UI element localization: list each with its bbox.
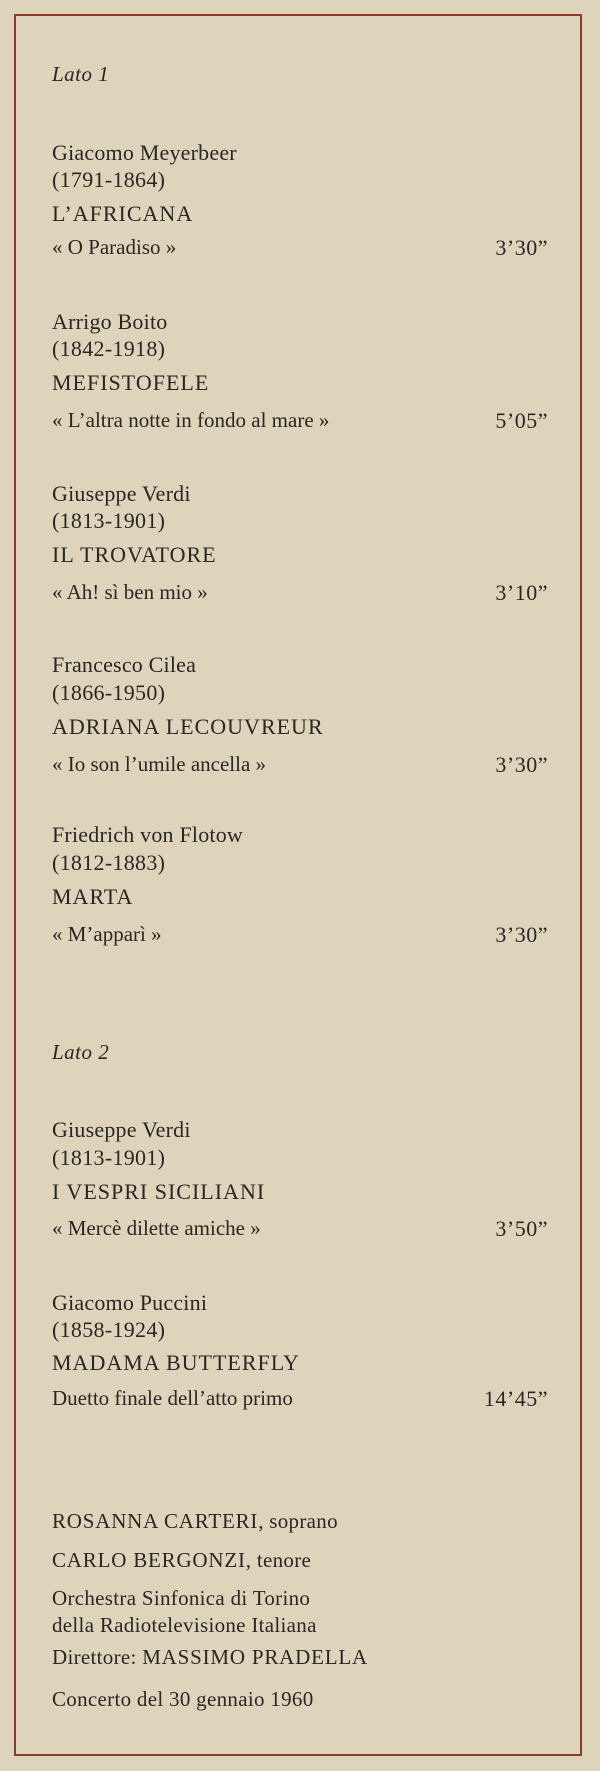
opera-title: I VESPRI SICILIANI (52, 1179, 266, 1204)
composer-name: Arrigo Boito (52, 309, 168, 334)
side-2-label: Lato 2 (52, 1040, 110, 1064)
conductor-name: MASSIMO PRADELLA (142, 1645, 368, 1669)
side-1-label: Lato 1 (52, 62, 110, 86)
conductor-credit (52, 1645, 368, 1670)
tenor-name: CARLO BERGONZI (52, 1548, 246, 1572)
composer-name: Giacomo Puccini (52, 1290, 208, 1315)
aria-title: « M’apparì » (52, 922, 162, 946)
composer-dates: (1812-1883) (52, 850, 166, 875)
aria-title: « Mercè dilette amiche » (52, 1216, 261, 1240)
composer-name: Friedrich von Flotow (52, 822, 243, 847)
opera-title: IL TROVATORE (52, 542, 217, 567)
track-duration: 14’45” (483, 1386, 548, 1411)
opera-title: MARTA (52, 884, 134, 909)
composer-dates: (1842-1918) (52, 336, 166, 361)
tenor-credit (52, 1548, 311, 1573)
opera-title: ADRIANA LECOUVREUR (52, 714, 324, 739)
composer-dates: (1813-1901) (52, 1145, 166, 1170)
aria-title: « O Paradiso » (52, 235, 177, 259)
aria-title: Duetto finale dell’atto primo (52, 1386, 293, 1410)
orchestra-line-2: della Radiotelevisione Italiana (52, 1613, 317, 1637)
composer-name: Giuseppe Verdi (52, 1117, 191, 1142)
soprano-role: , soprano (258, 1509, 338, 1533)
track-duration: 3’30” (495, 752, 548, 777)
aria-title: « Io son l’umile ancella » (52, 752, 267, 776)
tenor-role: , tenore (245, 1548, 312, 1572)
track-duration: 3’10” (495, 580, 548, 605)
track-duration: 3’30” (495, 922, 548, 947)
composer-dates: (1858-1924) (52, 1317, 166, 1342)
composer-name: Giuseppe Verdi (52, 481, 191, 506)
composer-name: Francesco Cilea (52, 652, 197, 677)
track-duration: 3’50” (495, 1216, 548, 1241)
opera-title: MADAMA BUTTERFLY (52, 1350, 300, 1375)
soprano-name: ROSANNA CARTERI (52, 1509, 259, 1533)
conductor-label: Direttore: (52, 1645, 137, 1669)
composer-dates: (1791-1864) (52, 167, 166, 192)
concert-date: Concerto del 30 gennaio 1960 (52, 1687, 314, 1711)
soprano-credit (52, 1509, 338, 1534)
track-duration: 3’30” (495, 235, 548, 260)
orchestra-line-1: Orchestra Sinfonica di Torino (52, 1586, 311, 1610)
composer-dates: (1866-1950) (52, 680, 166, 705)
opera-title: MEFISTOFELE (52, 370, 210, 395)
composer-dates: (1813-1901) (52, 508, 166, 533)
composer-name: Giacomo Meyerbeer (52, 140, 237, 165)
track-duration: 5’05” (495, 408, 548, 433)
aria-title: « Ah! sì ben mio » (52, 580, 208, 604)
aria-title: « L’altra notte in fondo al mare » (52, 408, 330, 432)
opera-title: L’AFRICANA (52, 201, 194, 226)
